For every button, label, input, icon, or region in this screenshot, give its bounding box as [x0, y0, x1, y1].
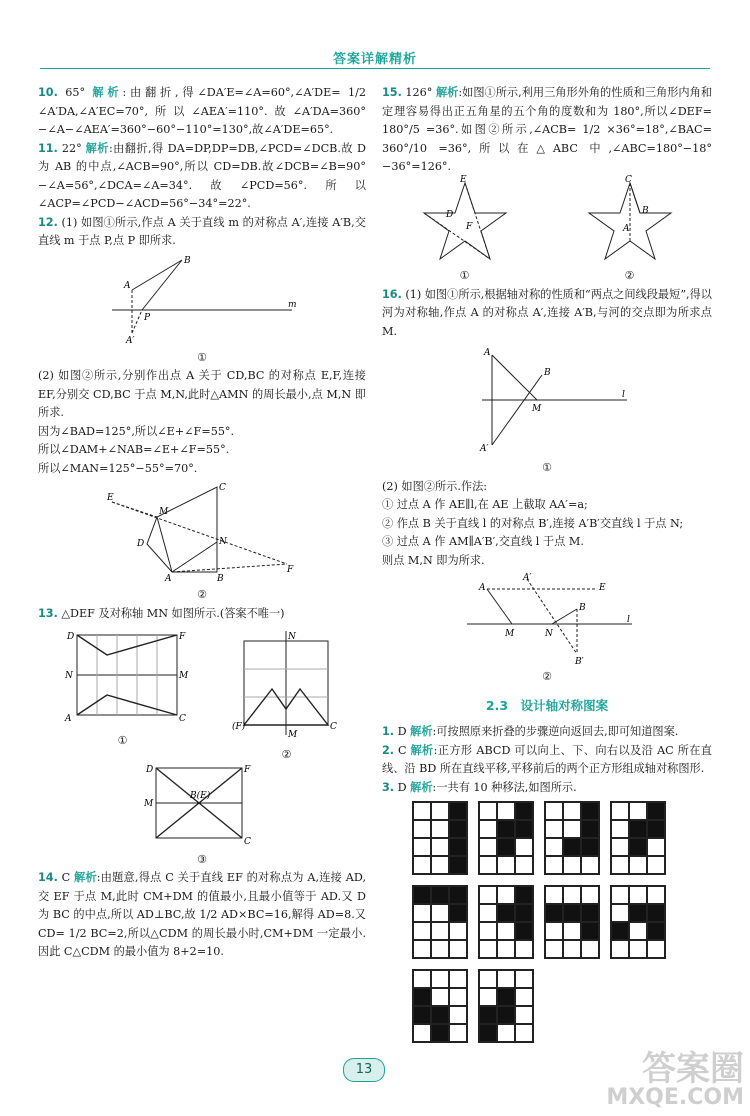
q16-part1: 16. (1) 如图①所示,根据轴对称的性质和“两点之间线段最短”,得以河为对称轴,作点 A 的对称点 A′,连接 A′B,与河的交点即为所求点 M.: [382, 287, 712, 338]
svg-text:B: B: [184, 255, 191, 266]
q12-part2: (2) 如图②所示,分别作出点 A 关于 CD,BC 的对称点 E,F,连接 EF,分别交 CD,BC 于点 M,N,此时△AMN 的周长最小,点 M,N 即所求.: [38, 369, 366, 419]
q16-figure-1: [462, 345, 632, 455]
svg-text:M: M: [144, 799, 154, 809]
q12-caption-1: ①: [197, 350, 207, 364]
q14: 14. C 解析:由题意,得点 C 关于直线 EF 的对称点为 A,连接 AD,交 EF 于点 M,此时 CM+DM 的值最小,且最小值等于 AD.又 D 为 BC 的中点,所以 AD⊥BC,故 1/2 AD×BC=16,解得 AD=8.又 CD= 1/2 BC=2,所以△CDM 的周长最小时,CM+DM 一定最小.因此 C△CDM 的最小值为 8+2=10.: [38, 871, 366, 958]
pattern-grid: [412, 969, 468, 1043]
q13-figure-1: [63, 629, 188, 725]
svg-text:C: C: [219, 483, 226, 493]
q10: 10. 65° 解析:由翻折,得∠DA′E=∠A=60°,∠A′DE= 1/2 ∠A′DA,∠A′EC=70°,所以∠AEA′=110°.故∠A′DA=360°−∠A−∠AEA′=360°−60°−110°=130°,故∠A′DE=65°.: [38, 86, 366, 136]
svg-text:D: D: [66, 632, 74, 642]
svg-text:D: D: [445, 209, 453, 220]
page-number: 13: [343, 1058, 385, 1082]
svg-text:A: A: [165, 574, 172, 584]
q16-step1: ① 过点 A 作 AE∥l,在 AE 上截取 AA′=a;: [382, 498, 588, 511]
q12-figure-1: [102, 255, 302, 345]
pattern-grid: [478, 969, 534, 1043]
svg-text:A: A: [484, 348, 491, 358]
q15-star-2: [585, 174, 675, 261]
svg-text:A: A: [124, 280, 131, 291]
pattern-grid: [478, 801, 534, 875]
svg-text:D: D: [137, 539, 145, 549]
pattern-grids: [412, 801, 672, 1043]
q12-part1: 12. (1) 如图①所示,作点 A 关于直线 m 的对称点 A′,连接 A′B,交直线 m 于点 P,点 P 即所求.: [38, 215, 366, 247]
q13-figure-3: [142, 764, 262, 847]
pattern-grid: [412, 885, 468, 959]
q16-caption-2: ②: [542, 670, 552, 683]
pattern-grid: [610, 801, 666, 875]
svg-text:M: M: [287, 730, 297, 740]
svg-text:A: A: [64, 714, 71, 724]
svg-text:E: E: [599, 583, 606, 593]
section-title: 2.3 设计轴对称图案: [485, 697, 609, 713]
svg-text:C: C: [624, 174, 632, 185]
svg-text:A: A: [622, 223, 629, 234]
svg-text:A′: A′: [523, 573, 532, 583]
page-header: 答案详解精析: [332, 52, 417, 67]
svg-text:F: F: [465, 221, 472, 232]
svg-text:F: F: [287, 565, 294, 575]
svg-text:l: l: [622, 390, 625, 400]
svg-text:M: M: [532, 404, 542, 414]
svg-text:F: F: [178, 632, 185, 642]
pattern-grid: [544, 885, 600, 959]
svg-text:N: N: [219, 537, 227, 547]
svg-text:m: m: [288, 299, 297, 310]
pattern-grid: [478, 885, 534, 959]
svg-text:M: M: [159, 507, 169, 517]
svg-text:B(E): B(E): [190, 791, 211, 801]
svg-text:A: A: [479, 583, 486, 593]
q16-step3: ③ 过点 A 作 AM∥A′B′,交直线 l 于点 M.: [382, 535, 584, 548]
s2: 2. C 解析:正方形 ABCD 可以向上、下、向右以及沿 AC 所在直线、沿 BD 所在直线平移,平移前后的两个正方形组成轴对称图形.: [382, 743, 712, 775]
svg-text:l: l: [627, 615, 630, 625]
pattern-grid: [610, 885, 666, 959]
q13: 13. △DEF 及对称轴 MN 如图所示.(答案不唯一): [38, 606, 285, 620]
header-rule: [40, 68, 710, 69]
q12-line2: 所以∠DAM+∠NAB=∠E+∠F=55°.: [38, 443, 230, 456]
q12-caption-2: ②: [197, 588, 207, 601]
q16-step2: ② 作点 B 关于直线 l 的对称点 B′,连接 A′B′交直线 l 于点 N;: [382, 516, 684, 530]
svg-text:A′: A′: [480, 444, 489, 454]
svg-text:N: N: [64, 671, 73, 681]
s3: 3. D 解析:一共有 10 种移法,如图所示.: [382, 780, 577, 794]
left-column: [38, 84, 366, 962]
svg-text:D: D: [146, 765, 154, 775]
svg-text:M: M: [505, 629, 515, 639]
q12-line3: 所以∠MAN=125°−55°=70°.: [38, 461, 198, 475]
q11: 11. 22° 解析:由翻折,得 DA=DP,DP=DB,∠PCD=∠DCB.故 D 为 AB 的中点,∠ACB=90°,所以 CD=DB.故∠DCB=∠B=90°−∠A=56°,∠DCA=∠A=34°.故∠PCD=56°.所以∠ACP=∠PCD−∠ACD=56°−34°=22°.: [38, 141, 366, 210]
svg-text:P: P: [144, 312, 151, 323]
q16-part2: (2) 如图②所示.作法:: [382, 479, 488, 493]
svg-text:N: N: [287, 632, 296, 642]
watermark: 答案圈 MXQE.COM: [606, 1049, 744, 1110]
svg-text:F: F: [244, 765, 251, 775]
q12-figure-2: [107, 482, 297, 582]
svg-text:B: B: [544, 368, 551, 378]
svg-text:B: B: [217, 574, 224, 584]
q16-figure-2: [457, 573, 637, 667]
pattern-grid: [412, 801, 468, 875]
svg-text:E: E: [459, 174, 467, 185]
s1: 1. D 解析:可按照原来折叠的步骤逆向返回去,即可知道图案.: [382, 725, 679, 738]
svg-text:M: M: [178, 671, 188, 681]
svg-text:C: C: [178, 714, 186, 724]
q15: 15. 126° 解析:如图①所示,利用三角形外角的性质和三角形内角和定理容易得出正五角星的五个角的度数和为 180°,所以∠DEF= 180°/5 =36°.如图②所示,∠ACB= 1/2 ×36°=18°,∠BAC= 360°/10 =36°,所以在△ABC 中,∠ABC=180°−18°−36°=126°.: [382, 86, 713, 173]
svg-text:B: B: [641, 205, 649, 216]
q15-star-1: [420, 174, 510, 261]
q16-caption-1: ①: [542, 461, 552, 474]
q13-figure-2: [232, 629, 342, 739]
q13-fig1: D F N M A C ①: [63, 629, 183, 764]
svg-text:N: N: [545, 629, 553, 639]
q15-figures: E D F ① C B A ②: [382, 177, 712, 286]
q13-figures: [38, 629, 366, 764]
pattern-grid: [544, 801, 600, 875]
svg-text:B: B: [579, 603, 586, 613]
svg-text:E: E: [107, 493, 114, 503]
svg-text:C: C: [329, 722, 337, 732]
q16-step4: 则点 M,N 即为所求.: [382, 553, 485, 567]
svg-text:A′: A′: [126, 335, 135, 346]
right-column: [382, 84, 712, 1043]
svg-text:C: C: [244, 837, 251, 847]
q13-fig2: N M (F) C ②: [232, 629, 342, 764]
svg-text:(F): (F): [231, 722, 245, 732]
svg-text:B′: B′: [575, 657, 584, 667]
q13-fig3: D F M B(E) C ③: [38, 764, 366, 869]
q12-line1: 因为∠BAD=125°,所以∠E+∠F=55°.: [38, 424, 235, 438]
